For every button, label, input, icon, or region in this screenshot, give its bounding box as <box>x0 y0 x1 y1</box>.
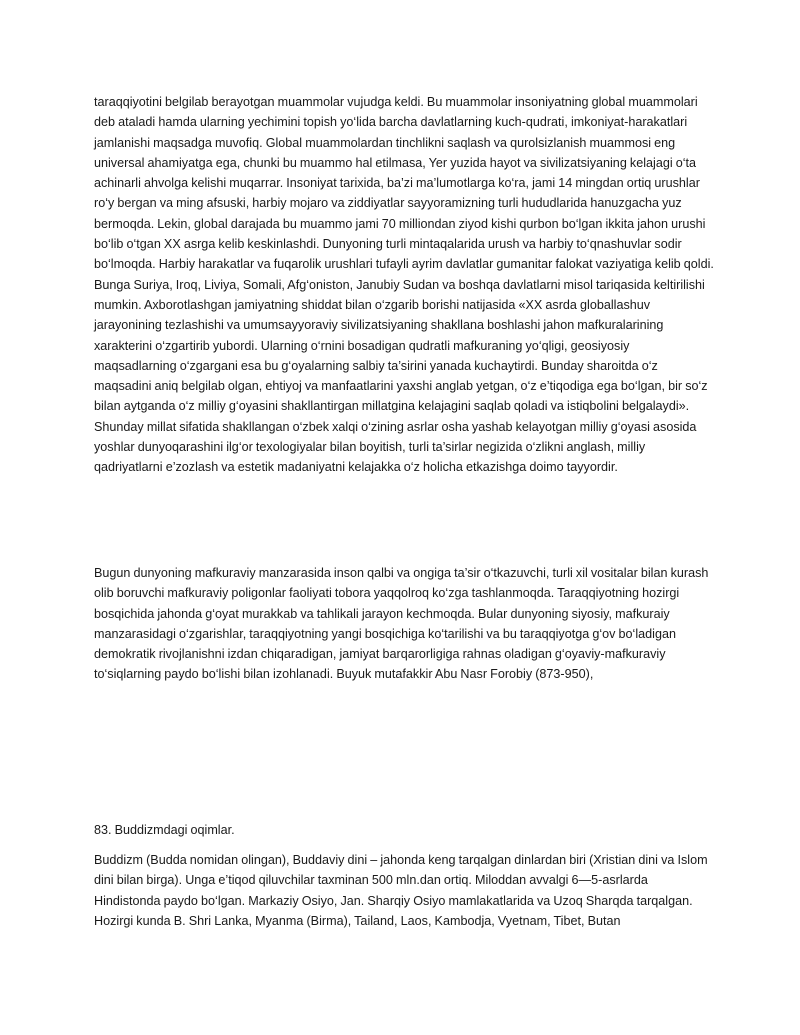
body-paragraph-3: Buddizm (Budda nomidan olingan), Buddaviy dini – jahonda keng tarqalgan dinlardan biri (Xristian dini va Islom dini bilan birga). Unga e’tiqod qiluvchilar taxminan 500 mln.dan ortiq. Miloddan avvalgi 6—5-asrlarda Hindistonda paydo bo‘lgan. Markaziy Osiyo, Jan. Sharqiy Osiyo mamlakatlarida va Uzoq Sharqda tarqalgan. Hozirgi kunda B. Shri Lanka, Myanma (Birma), Tailand, Laos, Kambodja, Vyetnam, Tibet, Butan <box>94 853 708 928</box>
body-paragraph-2: Bugun dunyoning mafkuraviy manzarasida inson qalbi va ongiga ta’sir o‘tkazuvchi, turli xil vositalar bilan kurash olib boruvchi mafkuraviy poligonlar faoliyati tobora yaqqolroq ko‘zga tashlanmoqda. Taraqqiyotning hozirgi bosqichida jahonda g‘oyat murakkab va tahlikali jarayon kechmoqda. Bular dunyoning siyosiy, mafkuraiy manzarasidagi o‘zgarishlar, taraqqiyotning yangi bosqichiga ko‘tarilishi va bu taraqqiyotga g‘ov bo‘ladigan demokratik rivojlanishni izdan chiqaradigan, jamiyat barqarorligiga rahnas oladigan g‘oyaviy-mafkuraviy to‘siqlarning paydo bo‘lishi bilan izohlanadi. Buyuk mutafakkir Abu Nasr Forobiy (873-950), <box>94 566 709 682</box>
body-paragraph-1: taraqqiyotini belgilab berayotgan muammolar vujudga keldi. Bu muammolar insoniyatning global muammolari deb ataladi hamda ularning yechimini topish yo‘lida barcha davlatlarning kuch-qudrati, imkoniyat-harakatlari jamlanishi maqsadga muvofiq. Global muammolardan tinchlikni saqlash va qurolsizlanish muammosi eng universal ahamiyatga ega, chunki bu muammo hal etilmasa, Yer yuzida hayot va sivilizatsiyaning kelajagi o‘ta achinarli ahvolga kelishi muqarrar. Insoniyat tarixida, ba’zi ma’lumotlarga ko‘ra, jami 14 mingdan ortiq urushlar ro‘y bergan va ming afsuski, harbiy mojaro va ziddiyatlar sayyoramizning turli hududlarida hanuzgacha yuz bermoqda. Lekin, global darajada bu muammo jami 70 milliondan ziyod kishi qurbon bo‘lgan ikkita jahon urushi bo‘lib o‘tgan XX asrga kelib keskinlashdi. Dunyoning turli mintaqalarida urush va harbiy to‘qnashuvlar sodir bo‘lmoqda. Harbiy harakatlar va fuqarolik urushlari tufayli ayrim davlatlar gumanitar falokat vaziyatiga kelib qoldi. Bunga Suriya, Iroq, Liviya, Somali, Afg‘oniston, Janubiy Sudan va boshqa davlatlarni misol tariqasida keltirilishi mumkin. Axborotlashgan jamiyatning shiddat bilan o‘zgarib borishi natijasida «XX asrda globallashuv jarayonining tezlashishi va umumsayyoraviy sivilizatsiyaning shakllana boshlashi jahon mafkuralarining xarakterini o‘zgartirib yubordi. Ularning o‘rnini bosadigan qudratli mafkuraning yo‘qligi, geosiyosiy maqsadlarning o‘zgargani esa bu g‘oyalarning salbiy ta’sirini yanada kuchaytirdi. Bunday sharoitda o‘z maqsadini aniq belgilab olgan, ehtiyoj va manfaatlarini yaxshi anglab yetgan, o‘z e’tiqodiga ega bo‘lgan, bir so‘z bilan aytganda o‘z milliy g‘oyasini shakllantirgan millatgina kelajagini saqlab qoladi va istiqbolini belgalaydi». Shunday millat sifatida shakllangan o‘zbek xalqi o‘zining asrlar osha yashab kelayotgan milliy g‘oyasi asosida yoshlar dunyoqarashini ilg‘or texologiyalar bilan boyitish, turli ta’sirlar negizida o‘zlikni anglash, milliy qadriyatlarni e’zozlash va estetik madaniyatni kelajakka o‘z holicha etkazishga doimo tayyordir. <box>94 95 714 475</box>
section-heading: 83. Buddizmdagi oqimlar. <box>94 823 235 837</box>
